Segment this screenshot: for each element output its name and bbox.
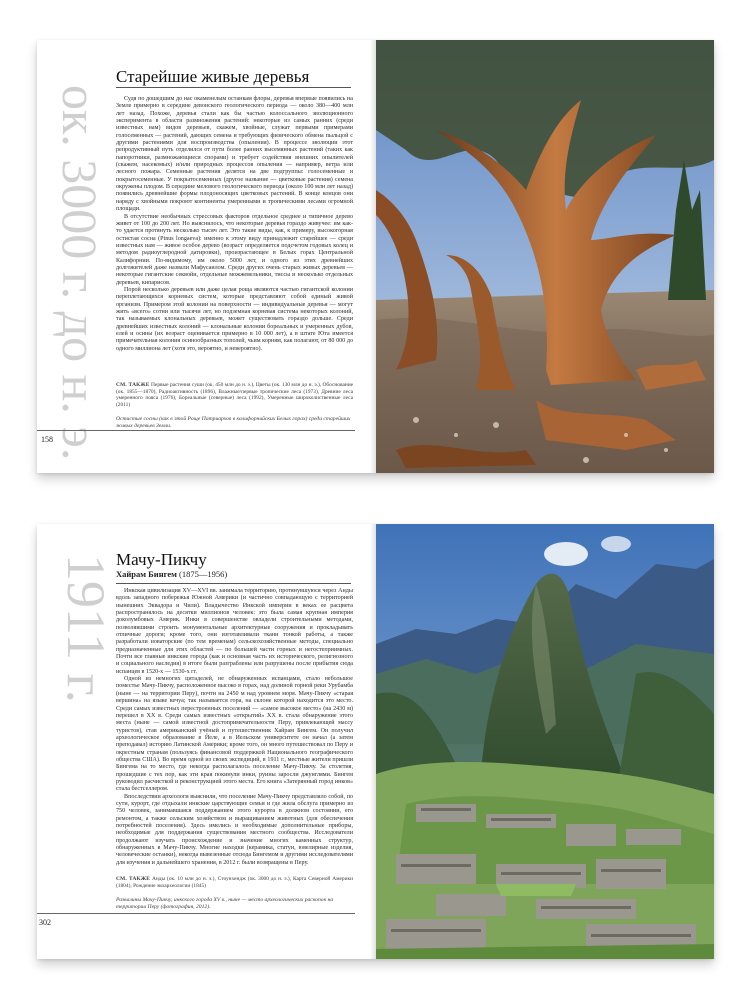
year-label: 1911 г. xyxy=(56,554,116,704)
article-body xyxy=(116,96,353,353)
paragraph: Впоследствии археологи выяснили, что поселение Мачу-Пикчу представляло собой, по сути, курорт, где отдыхали инкские царствующие семьи и где жила обслуга примерно из 750 человек, занимавшаяся поддержанием этого курорта в должном состоянии, его ремонтом, а также сельским хозяйством и выращиванием животных (для обеспечения потребностей поселения). Здесь имелись и необходимые дополнительные приборы, необходимые для поддержания существования местного сообщества. Исследователи продолжают изучать происхождение и значение многих каменных структур, обнаруженных в Мачу-Пикчу. Многие находки (керамика, статуи, ювелирные изделия, человеческие останки), некогда вывезенные отсюда Бингемом и другими исследователями для изучения и дальнейшего хранения, в 2012 г. были возвращены в Перу. xyxy=(116,793,353,866)
article-body xyxy=(116,588,353,867)
photo-caption: Развалины Мачу-Пикчу, инкского города XV в., ныне — место археологических раскопок на территории Перу (фотография, 2012). xyxy=(116,897,334,910)
title-rule xyxy=(116,87,351,88)
page-title: Старейшие живые деревья xyxy=(116,67,310,86)
see-also xyxy=(116,382,353,408)
paragraph: Одной из немногих цитаделей, не обнаруженных испанцами, стало небольшое поместье Мачу-Пикчу, расположенное высоко в горах, над долиной горной реки Урубамба (ныне — на территории Перу), почти на 2450 м над уровнем моря. Мачу-Пикчу «старая вершина» на языке кечуа; так называется гора, на склоне которой находится это место. Среди самых известных перестроенных поселений — «самое высокое место» (на 2430 м) перешел в XX в. Среди самых известных «открытий» XX в. стала обнаружение этого места (ныне — самой известной достопримечательности Перу, привлекающей массу туристов), став американский учёный и путешественник Хайрам Бингем. Он получил археологическое образование в Йеле, а в Иельском университете он начал (а затем преподавал) историю Латинской Америки; кроме того, он много путешествовал по Перу и окрестным странам (пользуясь финансовой поддержкой Национального географического общества США). Во время одной из своих экспедиций, в 1911 г., местные жители пришли Бингема на то место, где некогда располагалось поселение Мачу-Пикчу. За столетия, прошедшие с тех пор, как эти края покинули инки, руины заросли джунглями. Бингем руководил расчисткой и реконструкцией этого места. Его книга «Затерянный город инков» стала бестселлером. xyxy=(116,676,353,793)
footer-rule xyxy=(37,430,355,431)
photo-caption: Остистые сосны (как в этой Роще Патриархов в калифорнийских Белых горах) среди старейших живых деревьев Земли. xyxy=(116,416,351,429)
paragraph: Порой несколько деревьев или даже целая роща являются частью гигантской колонии переплетающихся корневых систем, которые представляют собой единый живой организм. Примером этой колонии на поверхности — индивидуальные деревья — могут жить «всего» сотни или тысячи лет, но подземная корневая система некоторых колоний, так называемых клональных деревьев, может существовать гораздо дольше. Среди древнейших известных колоний — клональные колонии бореальных и умеренных дубов, елей и осины (их возраст оценивается примерно в 10 000 лет), а в штате Юта имеется примечательная колония осинообразных тополей, чьим корням, как полагают, от 80 000 до одного миллиона лет (хотя это, вероятно, и невероятно). xyxy=(116,286,353,352)
text-page xyxy=(37,524,376,959)
page-title: Мачу-Пикчу xyxy=(116,550,207,569)
paragraph: Инкская цивилизация XV—XVI вв. занимала территорию, протянувшуюся через Анды вдоль западного побережья Южной Америки (и частично совпадающую с территорией нынешних Эквадора и Чили). Владычество Инкской империи в веках ее расцвета распространялось на десятки миллионов человек: это была самая крупная империя доколумбовых Америк. Инки в совершенстве овладели строительными методами, позволявшими строить монументальные архитектурные сооружения и прокладывать отличные дороги; кроме того, они изготавливали ткани тонкой работы, а также разработали новаторские (по тем временам) сельскохозяйственные методы, специально предназначенные для этих областей — по большей части горных и негостеприимных. Почти все главные инкские города (как и основная часть их исторического, религиозного и социального наследия) в итоге были разграблены или разрушены после прибытия сюда испанцев в 1520-х — 1530-х гг. xyxy=(116,588,353,675)
see-also-label: СМ. ТАКЖЕ xyxy=(116,876,151,882)
see-also-list: Первые растения суши (ок. 450 млн до н. э.), Цветы (ок. 130 млн до н. э.), Обоснование (ок. 1855—1870), Радиоактивность (1896), Влажные/первые тропические леса (1973), Древние леса умеренного пояса (1976), Бореальные (северные) леса (1992), Умеренные широколиственные леса (2011) xyxy=(116,382,353,408)
title-rule xyxy=(116,583,351,584)
author-name: Хайрам Бингем xyxy=(116,569,177,579)
book-gutter xyxy=(370,40,376,473)
book-gutter xyxy=(370,524,376,959)
see-also xyxy=(116,876,353,889)
page-subtitle xyxy=(116,569,227,579)
paragraph: В отсутствие необычных стрессовых факторов отдельное среднее и типичное дерево живет от 100 до 200 лет. Но выяснилось, что некоторые деревья гораздо живучее: им как-то удается протянуть несколько тысяч лет. Это такие виды, как, к примеру, высокогорная остистая сосна (Pinus longaeva): именно к этому виду принадлежит старейшее — среди известных нам — живое особое дерево (возраст определяется подсчетом годовых колец и методом радиоуглеродной датировки), произрастающее в Белых горах Центральной Калифорнии. По-видимому, им около 5000 лет, и одного из этих древнейших долгожителей даже назвали Мафусаилом. Среди других очень старых живых деревьев — некоторые гигантские секвойи, отдельные можжевельники, тиссы и несколько отдельных деревьев, кипарисов. xyxy=(116,213,353,286)
page-number: 158 xyxy=(41,435,53,444)
text-page xyxy=(37,40,376,473)
bristlecone-pine-photo xyxy=(376,40,714,473)
author-years: (1875—1956) xyxy=(179,569,228,579)
year-label: ок. 3000 г. до н. э. xyxy=(52,85,108,461)
machu-picchu-photo xyxy=(376,524,714,959)
paragraph: Судя по дошедшим до нас окаменелым останкам флоры, деревья впервые появились на Земле примерно в середине девонского геологического периода — около 380—400 млн лет назад. Похоже, деревья стали как бы частью колоссального эволюционного эксперимента в области размножения растений: некоторые из самых ранних (среди известных нам) видов деревьев, скажем, хвойные, служат первыми примерами голосеменных — растений, дающих семена и требующих физического обмена пыльцой с другими растениями для воспроизводства (опыления). В процессе эволюции этот репродуктивный путь отделился от пути более ранних высемянных растений (таких как папоротники, размножающиеся спорами) и требует содействия внешних опылителей (скажем, насекомых) и/или природных процессов опыления — например, ветра или лесного пожара. Семенные растения делятся на две подгруппы: голосеменные и покрытосеменные. У покрытосеменных (другое название — цветковые растения) семена окружены плодом. В середине мелового геологического периода (около 100 млн лет назад) появились древнейшие формы плодоносящих цветковых растений. В конце концов они наряду с хвойными покроют континенты умеренными и тропическими лесами огромной площади. xyxy=(116,96,353,213)
see-also-list: Анды (ок. 10 млн до н. э.), Стоунхендж (ок. 3000 до н. э.), Карта Северной Америки (1804), Рождение экоархеологии (1845) xyxy=(116,876,353,889)
footer-rule xyxy=(37,913,355,914)
page-number: 302 xyxy=(39,918,51,927)
see-also-label: СМ. ТАКЖЕ xyxy=(116,382,150,388)
book-spread-machu-picchu xyxy=(37,524,714,959)
book-spread-trees xyxy=(37,40,714,473)
